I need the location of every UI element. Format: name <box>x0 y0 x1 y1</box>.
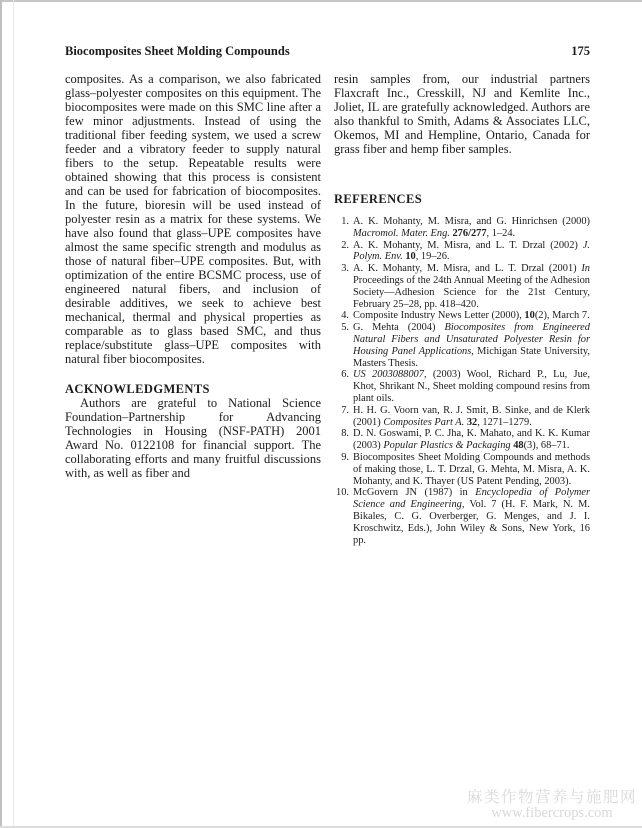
reference-number: 1. <box>341 216 349 227</box>
acknowledgments-heading: ACKNOWLEDGMENTS <box>65 382 210 396</box>
reference-number: 8. <box>341 428 349 440</box>
acknowledgments-paragraph: Authors are grateful to National Science Foundation–Partnership for Advancing Technologies in Housing (NSF-PATH) 2001 Award No. 0122108 for financial support. The collaborating efforts and many fruitful discussions with, as well as fiber and <box>65 396 321 480</box>
reference-number: 2. <box>341 239 349 251</box>
body-paragraph: composites. As a comparison, we also fabricated glass–polyester composites on this equipment. The biocomposites were made on this SMC line after a few minor adjustments. Instead of using the traditional fiber feeding system, we used a screw feeder and a vibratory feeder to supply natural fibers to the setup. Repeatable results were obtained showing that this process is consistent and can be used for fabrication of biocomposites. In the future, bioresin will be used instead of polyester resin as a matrix for these systems. We have also found that glass–UPE composites have almost the same specific strength and modulus as those of natural fiber–UPE composites. But, with optimization of the entire BCSMC process, use of engineered natural fibers, and inclusion of desirable additives, we seek to achieve best mechanical, thermal and physical properties as comparable as to glass based SMC, and thus replace/substitute glass–UPE composites with natural fiber biocomposites. <box>65 72 321 366</box>
reference-number: 3. <box>341 263 349 275</box>
reference-text: US 2003088007, (2003) Wool, Richard P., Lu, Jue, Khot, Shrikant N., Sheet molding compound resins from plant oils. <box>353 369 590 404</box>
reference-item <box>334 240 590 264</box>
reference-text: H. H. G. Voorn van, R. J. Smit, B. Sinke, and de Klerk (2001) Composites Part A. 32, 1271–1279. <box>353 404 590 428</box>
scan-edge-left-inner <box>13 0 14 828</box>
watermark <box>467 790 637 822</box>
reference-text: A. K. Mohanty, M. Misra, and L. T. Drzal (2002) J. Polym. Env. 10, 19–26. <box>353 239 590 263</box>
right-column <box>334 72 590 546</box>
left-column <box>65 72 321 480</box>
watermark-site-url: www.fibercrops.com <box>491 805 613 822</box>
reference-item <box>334 452 590 487</box>
reference-number: 4. <box>341 310 349 322</box>
reference-number: 7. <box>341 404 349 416</box>
scan-edge-left <box>0 0 2 828</box>
reference-text: G. Mehta (2004) Biocomposites from Engineered Natural Fibers and Unsaturated Polyester Resin for Housing Panel Applications, Michigan State University, Masters Thesis. <box>353 322 590 369</box>
reference-text: Composite Industry News Letter (2000), 10(2), March 7. <box>353 310 590 322</box>
reference-text: A. K. Mohanty, M. Misra, and G. Hinrichsen (2000) Macromol. Mater. Eng. 276/277, 1–24. <box>353 216 590 239</box>
scan-edge-top <box>0 0 642 2</box>
reference-number: 10. <box>336 487 349 499</box>
reference-item <box>334 369 590 404</box>
reference-item <box>334 216 590 240</box>
reference-item <box>334 428 590 452</box>
watermark-site-name: 麻类作物营养与施肥网 <box>466 788 637 806</box>
reference-item <box>334 487 590 546</box>
references-heading: REFERENCES <box>334 192 423 206</box>
reference-item <box>334 405 590 429</box>
acknowledgments-continuation-paragraph: resin samples from, our industrial partners Flaxcraft Inc., Cresskill, NJ and Kemlite Inc., Joliet, IL are gratefully acknowledged. Authors are also thankful to Smith, Adams & Associates LLC, Okemos, MI and Hempline, Ontario, Canada for grass fiber and hemp fiber samples. <box>334 72 590 156</box>
running-head <box>65 44 590 59</box>
reference-text: A. K. Mohanty, M. Misra, and L. T. Drzal (2001) In Proceedings of the 24th Annual Meeting of the Adhesion Society—Adhesion Science for the 21st Century, February 25–28, pp. 418–420. <box>353 263 590 310</box>
reference-item <box>334 263 590 310</box>
reference-text: McGovern JN (1987) in Encyclopedia of Polymer Science and Engineering, Vol. 7 (H. F. Mark, N. M. Bikales, C. G. Overberger, G. Menges, and J. I. Kroschwitz, Eds.), John Wiley & Sons, New York, 16 pp. <box>353 487 591 546</box>
reference-number: 5. <box>341 322 349 334</box>
reference-number: 9. <box>341 451 349 463</box>
reference-item <box>334 310 590 322</box>
reference-number: 6. <box>341 369 349 381</box>
reference-text: Biocomposites Sheet Molding Compounds and methods of making those, L. T. Drzal, G. Mehta, M. Misra, A. K. Mohanty, and K. Thayer (US Patent Pending, 2003). <box>353 451 590 487</box>
page-number: 175 <box>571 44 590 58</box>
running-title: Biocomposites Sheet Molding Compounds <box>65 44 290 58</box>
references-list <box>334 216 590 546</box>
reference-item <box>334 322 590 369</box>
reference-text: D. N. Goswami, P. C. Jha, K. Mahato, and K. K. Kumar (2003) Popular Plastics & Packaging 48(3), 68–71. <box>353 428 590 452</box>
